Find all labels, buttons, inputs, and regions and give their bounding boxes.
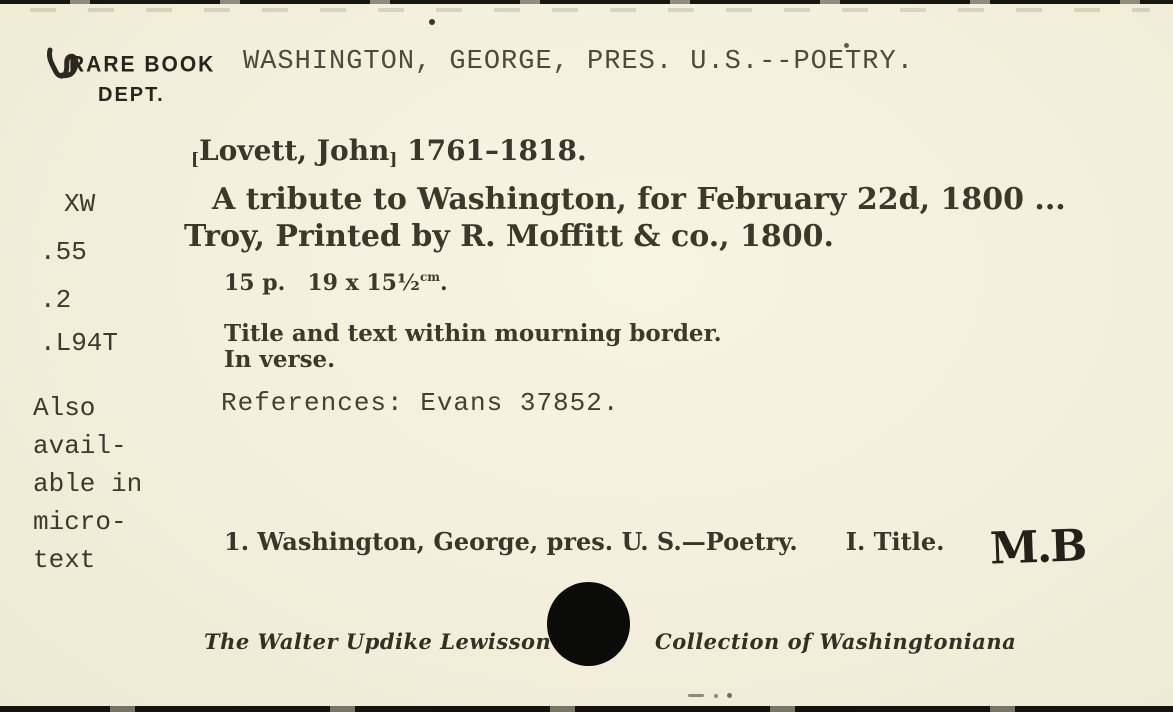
collection-credit-right: Collection of Washingtoniana — [655, 629, 1017, 654]
references-line: References: Evans 37852. — [221, 388, 620, 418]
availability-line: micro- — [33, 507, 127, 537]
scan-smudge — [30, 8, 1150, 12]
tracing-subject: 1. Washington, George, pres. U. S.—Poetry. — [224, 527, 798, 556]
rare-book-stamp-line2: DEPT. — [98, 84, 165, 106]
note-mourning-border: Title and text within mourning border. — [224, 320, 722, 347]
scan-speck — [688, 694, 704, 697]
availability-line: Also — [33, 393, 96, 423]
scan-speck — [429, 19, 435, 25]
note-in-verse: In verse. — [224, 346, 336, 373]
call-number-line: .55 — [40, 237, 87, 267]
availability-line: avail- — [33, 431, 127, 461]
author-name: Lovett, John — [198, 134, 390, 167]
scan-speck — [727, 693, 732, 698]
handwritten-initials: M.B — [989, 520, 1087, 575]
scan-speck — [714, 694, 718, 698]
collection-credit-left: The Walter Updike Lewisson — [204, 629, 552, 654]
collation-line — [224, 270, 448, 296]
availability-line: able in — [33, 469, 143, 499]
subject-heading: WASHINGTON, GEORGE, PRES. U.S.--POETRY. — [243, 47, 914, 77]
author-line — [191, 134, 587, 167]
punch-hole — [547, 582, 630, 666]
collation-size: 19 x 15½ — [307, 270, 420, 296]
author-bracket-open: [ — [191, 149, 199, 169]
availability-line: text — [33, 545, 96, 575]
tracing-added-entry: I. Title. — [845, 527, 945, 556]
scan-edge-bottom — [0, 706, 1173, 712]
author-dates: 1761–1818. — [397, 134, 587, 167]
call-number-line: .L94T — [40, 328, 119, 358]
call-number-line: XW — [64, 189, 96, 219]
scan-edge-top — [0, 0, 1173, 4]
author-bracket-close: ] — [389, 149, 398, 169]
rare-book-stamp-line1: RARE BOOK — [69, 52, 216, 77]
title-line-1: A tribute to Washington, for February 22d, 1800 ... — [212, 182, 1066, 217]
collation-period: . — [439, 270, 448, 296]
collation-unit: cm — [419, 270, 440, 284]
collation-pages: 15 p. — [224, 270, 286, 296]
tracings-line — [224, 527, 944, 556]
call-number-line: .2 — [40, 285, 72, 315]
title-line-2: Troy, Printed by R. Moffitt & co., 1800. — [184, 219, 834, 254]
availability-note — [33, 389, 142, 579]
